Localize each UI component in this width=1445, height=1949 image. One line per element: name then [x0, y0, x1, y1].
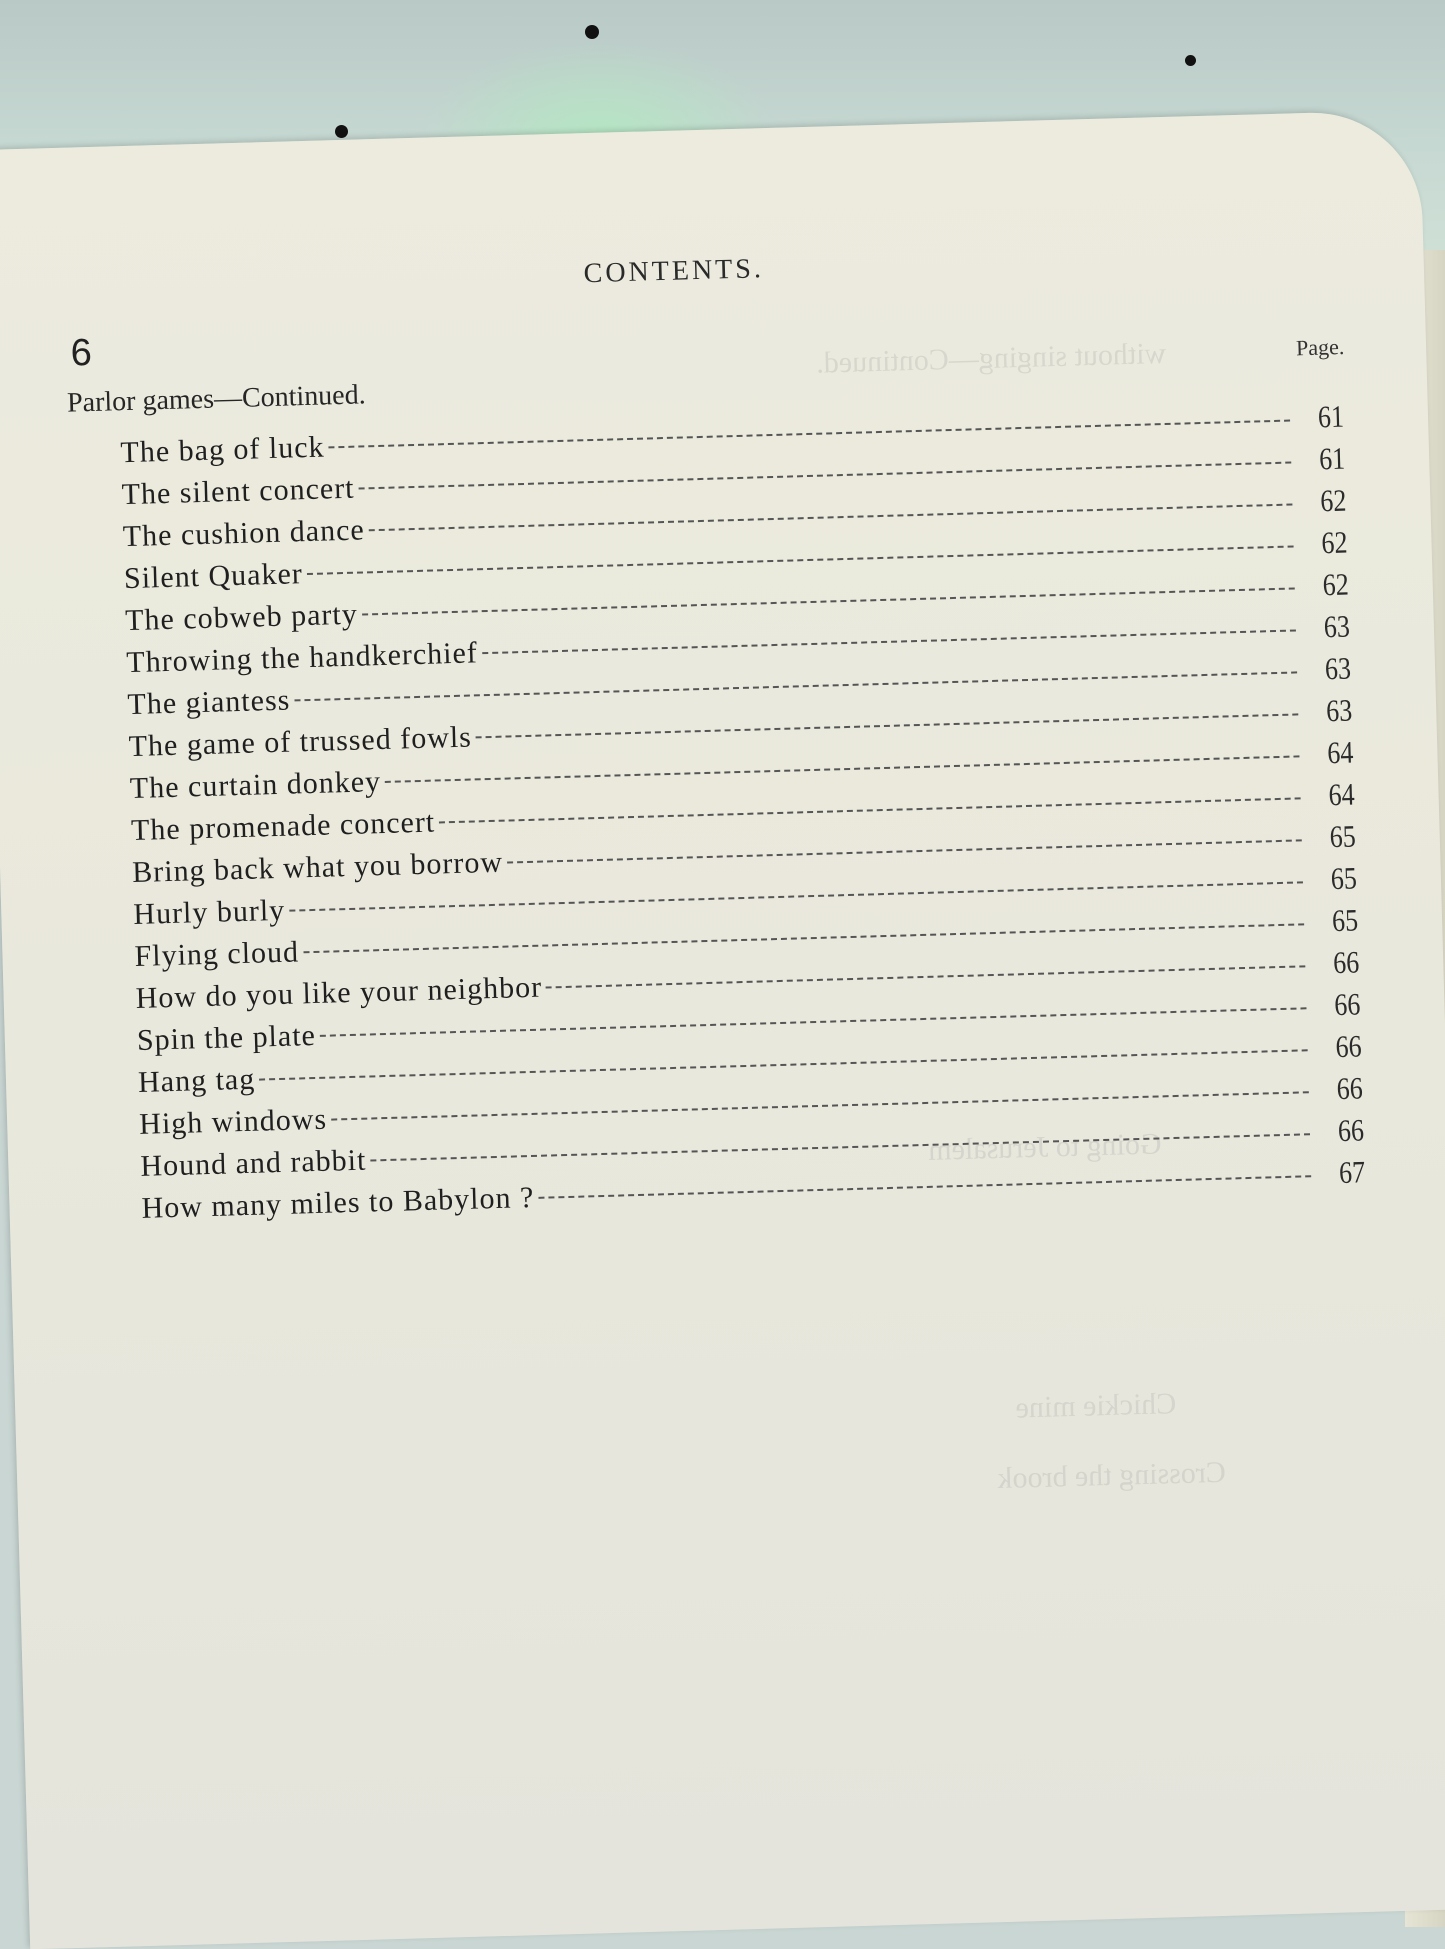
- toc-entry-page: 66: [1335, 1028, 1363, 1065]
- toc-entry-page: 66: [1336, 1070, 1364, 1107]
- dotted-leader: [482, 629, 1296, 654]
- toc-entry-page: 63: [1325, 692, 1353, 729]
- toc-entry-title: How do you like your neighbor: [135, 970, 543, 1015]
- dotted-leader: [476, 713, 1298, 738]
- toc-entry-title: Hang tag: [137, 1062, 256, 1099]
- toc-entry-title: How many miles to Babylon ?: [141, 1180, 535, 1225]
- toc-entry-title: The cobweb party: [124, 597, 359, 638]
- toc-entry-title: Flying cloud: [134, 935, 300, 973]
- toc-entry-page: 63: [1324, 650, 1352, 687]
- dotted-leader: [538, 1175, 1311, 1199]
- toc-list: [0, 400, 1445, 1238]
- toc-entry-page: 66: [1332, 944, 1360, 981]
- toc-entry-title: High windows: [138, 1102, 328, 1141]
- toc-entry-page: 65: [1329, 818, 1357, 855]
- toc-entry-title: The silent concert: [121, 471, 355, 512]
- speck-mark: [1185, 55, 1196, 66]
- page-number: 6: [70, 331, 93, 375]
- section-title: Parlor games—Continued.: [66, 379, 367, 419]
- toc-entry-page: 62: [1321, 524, 1348, 561]
- toc-entry-page: 62: [1322, 566, 1350, 603]
- toc-entry-page: 61: [1318, 441, 1346, 477]
- toc-entry-page: 65: [1330, 860, 1358, 897]
- toc-entry-title: Hound and rabbit: [139, 1143, 367, 1183]
- book-page: [0, 110, 1445, 1949]
- toc-entry-page: 65: [1331, 902, 1359, 939]
- toc-entry-title: The promenade concert: [130, 805, 436, 848]
- toc-entry-title: The cushion dance: [122, 513, 366, 554]
- toc-entry-title: The bag of luck: [120, 430, 325, 470]
- toc-entry-title: Throwing the handkerchief: [125, 636, 479, 680]
- speck-mark: [335, 125, 348, 138]
- bleed-through-text: without singing—Continued.: [815, 336, 1167, 380]
- toc-entry-page: 62: [1319, 482, 1347, 519]
- toc-entry-page: 63: [1323, 608, 1351, 645]
- toc-entry-title: The giantess: [127, 683, 291, 722]
- dotted-leader: [507, 839, 1302, 863]
- toc-entry-page: 61: [1317, 399, 1345, 435]
- toc-entry-title: Hurly burly: [132, 893, 286, 932]
- dotted-leader: [439, 797, 1301, 823]
- toc-entry-page: 64: [1328, 776, 1356, 813]
- toc-entry-page: 67: [1338, 1154, 1366, 1191]
- toc-entry-page: 66: [1333, 986, 1361, 1023]
- toc-entry-page: 64: [1326, 734, 1354, 771]
- toc-entry-title: The curtain donkey: [129, 765, 382, 806]
- toc-entry-title: Spin the plate: [136, 1018, 317, 1057]
- page-column-label: Page.: [1295, 333, 1345, 361]
- toc-entry-title: Silent Quaker: [123, 557, 304, 596]
- bleed-through-text: Chickie mine: [1015, 1387, 1177, 1425]
- bleed-through-text: Crossing the brook: [997, 1455, 1227, 1496]
- dotted-leader: [329, 420, 1291, 449]
- toc-entry-title: Bring back what you borrow: [131, 845, 504, 890]
- contents-heading: CONTENTS.: [583, 253, 765, 290]
- speck-mark: [585, 25, 599, 39]
- bleed-through-text: Going to Jerusalem: [927, 1127, 1162, 1167]
- dotted-leader: [546, 965, 1305, 988]
- toc-entry-title: The game of trussed fowls: [128, 720, 473, 764]
- toc-entry-page: 66: [1337, 1112, 1365, 1149]
